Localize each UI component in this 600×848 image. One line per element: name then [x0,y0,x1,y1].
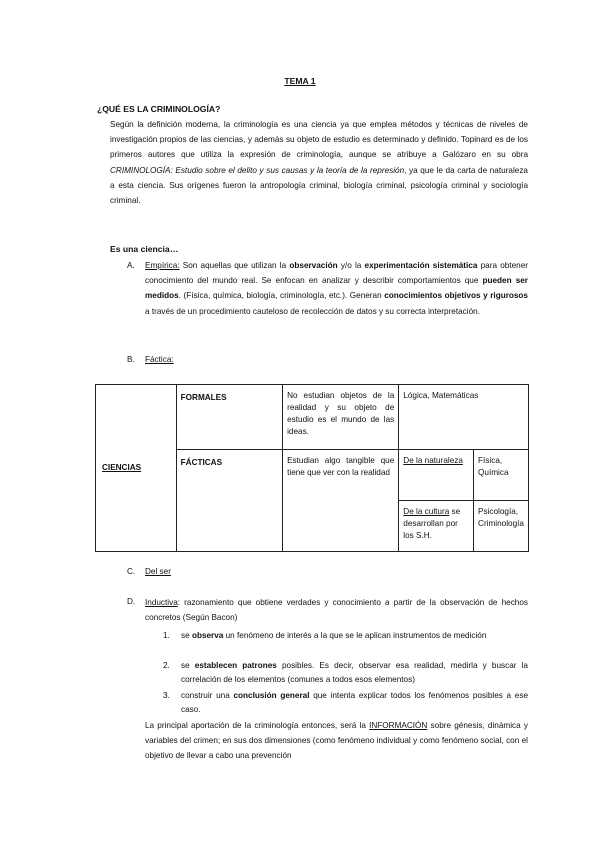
table-ciencias: CIENCIAS [102,463,142,472]
table-cell-ciencias [96,385,177,552]
step-1-bold: observa [191,631,224,640]
item-a-t4: . (Física, química, biología, criminología, etc.). Generan [178,291,385,301]
item-c-label: Del ser [145,567,171,576]
item-a-t3: para obtener conocimiento del mundo real. Se enfocan en analizar y describir comportamientos que [145,261,528,286]
item-d-desc: : razonamiento que obtiene verdades y conocimiento a partir de la observación de hechos concretos (Según Bacon) [145,598,528,623]
table-naturaleza: De la naturaleza [403,456,463,465]
section-heading: ¿QUÉ ES LA CRIMINOLOGÍA? [97,104,221,114]
item-a-b3: pueden ser medidos [145,276,528,301]
table-cell-formales-examples [399,385,529,450]
step-3-text [181,689,528,717]
item-a-label: Empírica: [145,261,180,270]
table-cell-formales [176,385,282,450]
step-3-post: que intenta explicar todos los fenómenos posibles a ese caso. [181,691,529,715]
item-a-b4: conocimientos objetivos y rigurosos [384,291,528,301]
work-title: CRIMINOLOGÍA: Estudio sobre el delito y sus causas y la teoría de la represión [110,165,405,175]
step-1-text [181,629,528,643]
table-cultura-label: De la cultura [403,507,450,516]
step-2-post: posibles. Es decir, observar esa realidad, medirla y buscar la correlación de los elementos (comunes a todos esos elementos) [181,661,528,685]
step-2-text [181,659,528,687]
intro-paragraph [110,117,528,208]
page-title: TEMA 1 [284,76,316,86]
step-2-number: 2. [163,661,170,670]
step-3-bold: conclusión general [233,691,310,700]
item-b-marker: B. [127,355,135,364]
item-a-t5: a través de un procedimiento cauteloso de recolección de datos y su correcta interpretación. [145,306,480,316]
item-a-b2: experimentación sistemática [364,261,478,270]
item-d-label: Inductiva [145,598,178,607]
closing-t1: La principal aportación de la criminología entonces, será la [145,721,370,730]
step-1-number: 1. [163,631,170,640]
step-3-pre: construir una [181,691,234,700]
table-cell-cultura [399,501,474,552]
item-a-t1: Son aquellas que utilizan la [179,261,290,270]
item-b-label: Fáctica: [145,355,174,364]
item-d-text [145,595,528,625]
table-formales: FORMALES [180,393,227,402]
item-c-marker: C. [127,567,136,576]
item-d-marker: D. [127,597,136,606]
sciences-table [95,384,529,552]
table-cell-naturaleza [399,450,474,501]
table-cell-naturaleza-examples [474,450,529,501]
table-facticas: FÁCTICAS [180,458,223,467]
table-formales-examples: Lógica, Matemáticas [403,391,479,400]
step-1-pre: se [181,631,192,640]
step-2-bold: establecen patrones [194,661,277,670]
table-formales-desc: No estudian objetos de la realidad y su objeto de estudio es el mundo de las ideas. [287,391,395,436]
closing-paragraph [145,718,528,764]
table-facticas-desc: Estudian algo tangible que tiene que ver con la realidad [287,456,395,477]
closing-info: INFORMACIÓN [369,721,428,730]
item-a-b1: observación [289,261,338,270]
closing-t2: sobre génesis, dinámica y variables del crimen; en sus dos dimensiones (como fenómeno individual y como fenómeno social, con el objetivo de llevar a cabo una prevención [145,721,528,761]
item-a-text [145,258,528,319]
table-cell-cultura-examples [474,501,529,552]
table-cell-formales-desc [283,385,399,450]
item-a-t2: y/o la [337,261,365,270]
subheading: Es una ciencia… [110,244,179,254]
table-cell-facticas-desc [283,450,399,552]
table-cell-facticas [176,450,282,552]
step-3-number: 3. [163,691,170,700]
table-cultura-examples: Psicología, Criminología [478,507,524,528]
intro-text-1: Según la definición moderna, la criminología es una ciencia ya que emplea métodos y técnicas de niveles de investigación propios de las ciencias, y además su objeto de estudio es determinado y definido. Topinard es de los primeros autores que utiliza la expresión de criminología, aunque se atribuye a Galózaro en su obra [110,120,528,160]
table-naturaleza-examples: Física, Química [478,456,509,477]
intro-text-2: , ya que le da carta de naturaleza a esta ciencia. Sus orígenes fueron la antropología criminal, biología criminal, psicología criminal y sociología criminal. [110,165,528,206]
table-cultura-rest: se desarrollan por los S.H. [403,507,461,540]
step-2-pre: se [181,661,195,670]
step-1-post: un fenómeno de interés a la que se le aplican instrumentos de medición [223,631,487,640]
item-a-marker: A. [127,261,135,270]
